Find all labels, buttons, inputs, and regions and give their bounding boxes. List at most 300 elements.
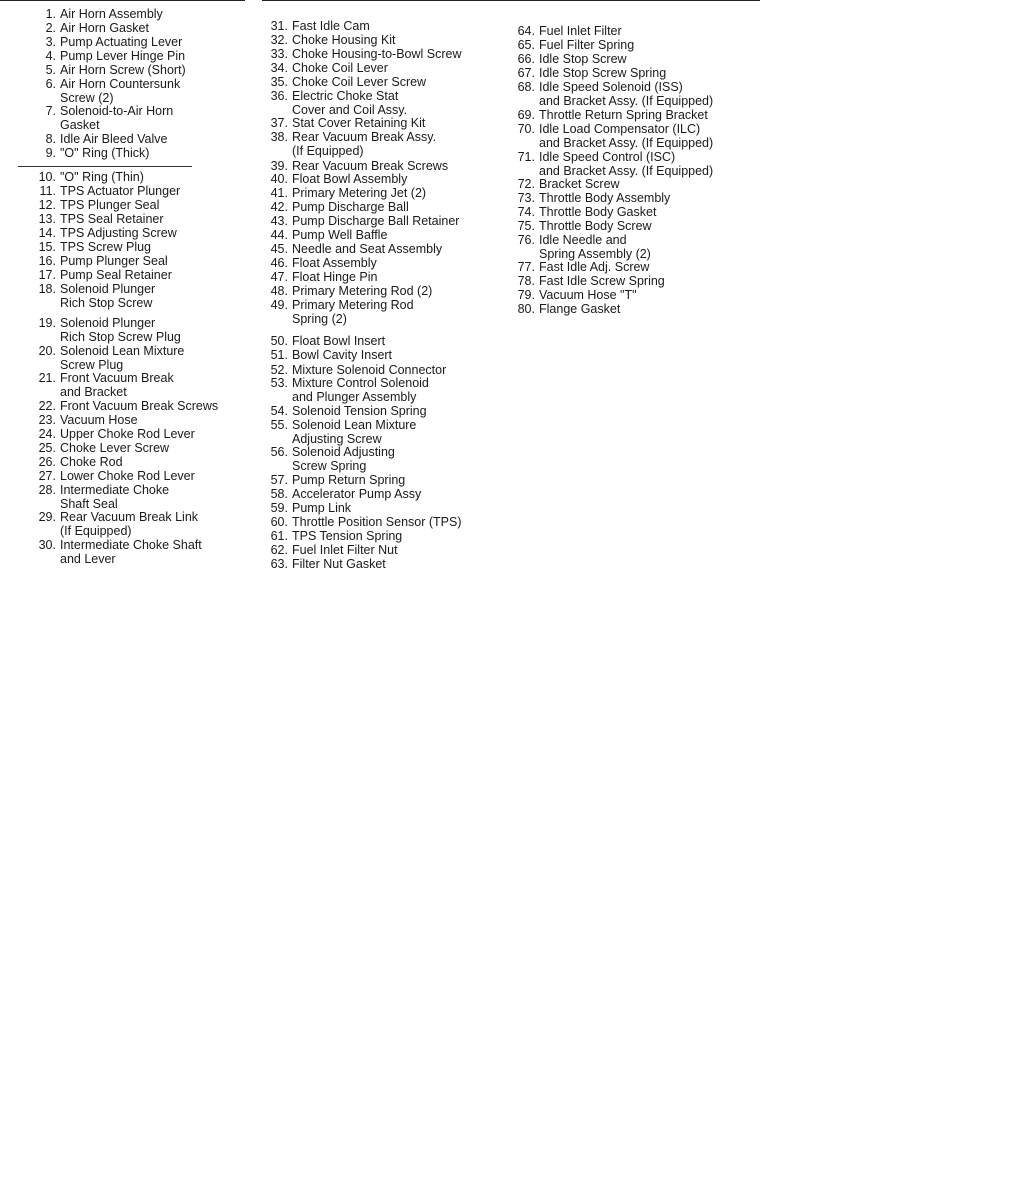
parts-list-item xyxy=(509,123,713,151)
part-description-line: Pump Link xyxy=(292,501,352,515)
part-number: 5. xyxy=(45,63,56,77)
part-number: 50. xyxy=(270,334,288,348)
part-description-line: Solenoid Plunger xyxy=(60,282,156,296)
part-number: 73. xyxy=(517,191,535,205)
parts-list-item xyxy=(22,372,174,400)
parts-list-item xyxy=(262,474,405,488)
part-description-line: Fuel Inlet Filter xyxy=(539,24,622,38)
parts-list-item xyxy=(22,64,186,78)
part-description-line: Throttle Body Gasket xyxy=(539,205,657,219)
part-number: 14. xyxy=(38,226,56,240)
part-description-line: Idle Air Bleed Valve xyxy=(60,132,168,146)
part-number: 22. xyxy=(38,399,56,413)
part-description-line: Pump Seal Retainer xyxy=(60,268,172,282)
part-description-line: Throttle Return Spring Bracket xyxy=(539,108,708,122)
part-description xyxy=(539,109,708,123)
part-description-line: Primary Metering Rod (2) xyxy=(292,284,433,298)
part-number: 40. xyxy=(270,172,288,186)
part-description xyxy=(292,257,377,271)
part-description xyxy=(292,20,370,34)
part-description-line: Solenoid-to-Air Horn xyxy=(60,104,174,118)
part-number: 41. xyxy=(270,186,288,200)
part-description-line: Primary Metering Jet (2) xyxy=(292,186,427,200)
part-description xyxy=(539,123,713,151)
part-number: 52. xyxy=(270,363,288,377)
part-description xyxy=(60,22,149,36)
part-description-line: Solenoid Lean Mixture xyxy=(292,418,417,432)
part-description xyxy=(60,539,202,567)
part-description xyxy=(60,185,180,199)
parts-list-item xyxy=(22,442,169,456)
part-description xyxy=(539,39,634,53)
part-description-line: Pump Discharge Ball Retainer xyxy=(292,214,460,228)
part-number: 65. xyxy=(517,38,535,52)
part-number: 18. xyxy=(38,282,56,296)
part-description xyxy=(292,243,442,257)
part-number: 49. xyxy=(270,298,288,312)
part-number: 70. xyxy=(517,122,535,136)
part-number: 4. xyxy=(45,49,56,63)
parts-list-item xyxy=(262,271,377,285)
parts-list-item xyxy=(22,133,167,147)
parts-list-item xyxy=(262,131,436,159)
part-description-line: Intermediate Choke Shaft xyxy=(60,538,202,552)
part-number: 51. xyxy=(270,348,288,362)
part-description-line: TPS Actuator Plunger xyxy=(60,184,181,198)
part-description xyxy=(292,474,405,488)
part-description-line: "O" Ring (Thin) xyxy=(60,170,144,184)
parts-list-item xyxy=(262,530,402,544)
part-number: 9. xyxy=(45,146,56,160)
part-description-line: Needle and Seat Assembly xyxy=(292,242,443,256)
parts-list-item xyxy=(509,25,622,39)
part-description xyxy=(539,289,637,303)
part-number: 47. xyxy=(270,270,288,284)
part-description-line: Rear Vacuum Break Screws xyxy=(292,159,449,173)
part-description xyxy=(60,255,168,269)
parts-list-item xyxy=(262,201,409,215)
parts-list-item xyxy=(262,377,429,405)
parts-list-item xyxy=(22,171,144,185)
part-number: 56. xyxy=(270,445,288,459)
part-description-line: (If Equipped) xyxy=(292,143,364,158)
part-description-line: Choke Housing Kit xyxy=(292,33,396,47)
part-description xyxy=(60,8,163,22)
part-number: 64. xyxy=(517,24,535,38)
part-description-line: TPS Tension Spring xyxy=(292,529,403,543)
parts-list-item xyxy=(262,173,407,187)
part-description xyxy=(60,317,181,345)
parts-list-item xyxy=(262,405,427,419)
part-description xyxy=(292,285,432,299)
part-description-line: Idle Needle and xyxy=(539,233,627,247)
part-description xyxy=(60,50,185,64)
part-description xyxy=(539,206,656,220)
part-number: 7. xyxy=(45,104,56,118)
parts-list-item xyxy=(262,187,426,201)
part-description xyxy=(60,36,182,50)
part-number: 20. xyxy=(38,344,56,358)
section-divider xyxy=(18,166,192,167)
parts-list-item xyxy=(262,215,459,229)
parts-list-item xyxy=(22,78,180,106)
part-description-line: Front Vacuum Break Screws xyxy=(60,399,219,413)
part-description-line: Rich Stop Screw xyxy=(60,295,153,310)
part-description-line: Flange Gasket xyxy=(539,302,621,316)
part-description xyxy=(60,269,172,283)
part-description xyxy=(60,428,195,442)
part-number: 71. xyxy=(517,150,535,164)
part-number: 13. xyxy=(38,212,56,226)
parts-list-item xyxy=(22,199,159,213)
part-description-line: Pump Plunger Seal xyxy=(60,254,168,268)
part-number: 31. xyxy=(270,19,288,33)
part-description xyxy=(292,62,388,76)
part-description-line: Stat Cover Retaining Kit xyxy=(292,116,426,130)
part-description-line: Vacuum Hose "T" xyxy=(539,288,637,302)
parts-list-item xyxy=(262,76,426,90)
part-description xyxy=(292,76,426,90)
part-description-line: Accelerator Pump Assy xyxy=(292,487,422,501)
parts-list-item xyxy=(509,234,651,262)
part-description-line: (If Equipped) xyxy=(60,523,132,538)
parts-list-item xyxy=(22,470,195,484)
part-description-line: Spring Assembly (2) xyxy=(539,246,651,261)
part-description-line: Screw (2) xyxy=(60,90,114,105)
part-number: 19. xyxy=(38,316,56,330)
part-number: 27. xyxy=(38,469,56,483)
part-description xyxy=(292,131,436,159)
parts-list-item xyxy=(22,345,184,373)
part-description xyxy=(539,178,620,192)
parts-list-item xyxy=(262,117,425,131)
part-number: 10. xyxy=(38,170,56,184)
part-description xyxy=(292,34,396,48)
part-description xyxy=(292,377,429,405)
part-number: 2. xyxy=(45,21,56,35)
parts-list-item xyxy=(22,227,177,241)
part-number: 32. xyxy=(270,33,288,47)
part-description xyxy=(539,220,652,234)
parts-list-item xyxy=(22,400,218,414)
parts-list-item xyxy=(509,275,665,289)
part-number: 28. xyxy=(38,483,56,497)
part-number: 45. xyxy=(270,242,288,256)
parts-list-item xyxy=(262,502,351,516)
part-description-line: Pump Actuating Lever xyxy=(60,35,183,49)
parts-list-item xyxy=(22,241,151,255)
parts-list-item xyxy=(509,67,666,81)
part-description xyxy=(292,488,421,502)
parts-list-item xyxy=(509,261,649,275)
parts-list-item xyxy=(22,185,180,199)
parts-list-item xyxy=(22,50,185,64)
part-number: 3. xyxy=(45,35,56,49)
part-description-line: Lower Choke Rod Lever xyxy=(60,469,195,483)
part-number: 55. xyxy=(270,418,288,432)
part-number: 43. xyxy=(270,214,288,228)
part-description xyxy=(292,271,377,285)
part-description-line: Air Horn Assembly xyxy=(60,7,163,21)
parts-list-item xyxy=(509,109,708,123)
parts-list-item xyxy=(22,147,149,161)
part-description-line: Fast Idle Adj. Screw xyxy=(539,260,650,274)
parts-list-item xyxy=(262,34,396,48)
part-description xyxy=(60,283,155,311)
part-description xyxy=(60,105,173,133)
part-description-line: TPS Screw Plug xyxy=(60,240,152,254)
part-number: 16. xyxy=(38,254,56,268)
part-description xyxy=(292,299,414,327)
parts-list-item xyxy=(262,349,392,363)
part-description xyxy=(60,372,174,400)
part-description xyxy=(292,349,392,363)
part-description-line: Rich Stop Screw Plug xyxy=(60,329,181,344)
part-description xyxy=(60,414,138,428)
part-description-line: Solenoid Plunger xyxy=(60,316,156,330)
part-number: 63. xyxy=(270,557,288,571)
part-description xyxy=(292,405,427,419)
part-description-line: Throttle Position Sensor (TPS) xyxy=(292,515,462,529)
part-description-line: and Plunger Assembly xyxy=(292,389,417,404)
part-number: 23. xyxy=(38,413,56,427)
part-number: 6. xyxy=(45,77,56,91)
part-number: 34. xyxy=(270,61,288,75)
parts-list-item xyxy=(22,36,182,50)
part-description xyxy=(292,516,462,530)
part-description-line: Solenoid Tension Spring xyxy=(292,404,427,418)
parts-list-item xyxy=(22,213,164,227)
part-description-line: Gasket xyxy=(60,117,100,132)
part-description-line: Choke Coil Lever Screw xyxy=(292,75,427,89)
part-number: 74. xyxy=(517,205,535,219)
part-description xyxy=(292,530,402,544)
part-description xyxy=(539,25,622,39)
part-number: 67. xyxy=(517,66,535,80)
part-description xyxy=(539,275,665,289)
part-description xyxy=(292,558,386,572)
part-description xyxy=(539,261,649,275)
part-description-line: and Bracket xyxy=(60,384,127,399)
part-description xyxy=(292,187,426,201)
part-description-line: Upper Choke Rod Lever xyxy=(60,427,195,441)
part-description xyxy=(292,117,425,131)
part-number: 62. xyxy=(270,543,288,557)
part-description-line: Screw Spring xyxy=(292,458,367,473)
part-description xyxy=(60,227,177,241)
part-description-line: Adjusting Screw xyxy=(292,431,382,446)
parts-list-item xyxy=(262,558,386,572)
parts-list-item xyxy=(262,544,398,558)
part-description xyxy=(539,81,713,109)
parts-list-item xyxy=(509,192,670,206)
part-number: 54. xyxy=(270,404,288,418)
part-description xyxy=(292,502,351,516)
part-description-line: Float Assembly xyxy=(292,256,377,270)
parts-list-item xyxy=(22,539,202,567)
part-number: 12. xyxy=(38,198,56,212)
part-description-line: Air Horn Gasket xyxy=(60,21,149,35)
part-number: 61. xyxy=(270,529,288,543)
parts-list-item xyxy=(509,303,620,317)
part-description-line: Idle Speed Solenoid (ISS) xyxy=(539,80,683,94)
part-description-line: TPS Adjusting Screw xyxy=(60,226,177,240)
part-description-line: Bowl Cavity Insert xyxy=(292,348,393,362)
part-description xyxy=(60,470,195,484)
part-description xyxy=(60,241,151,255)
part-number: 24. xyxy=(38,427,56,441)
parts-list-item xyxy=(262,48,462,62)
part-description-line: Air Horn Countersunk xyxy=(60,77,181,91)
parts-list-item xyxy=(22,317,181,345)
parts-list-item xyxy=(22,8,163,22)
part-description-line: Pump Discharge Ball xyxy=(292,200,409,214)
part-number: 15. xyxy=(38,240,56,254)
part-number: 17. xyxy=(38,268,56,282)
part-description-line: and Bracket Assy. (If Equipped) xyxy=(539,163,714,178)
part-description-line: Idle Stop Screw Spring xyxy=(539,66,667,80)
parts-list-item xyxy=(22,283,155,311)
part-description xyxy=(539,303,620,317)
part-description xyxy=(60,147,149,161)
part-number: 30. xyxy=(38,538,56,552)
parts-list-item xyxy=(262,335,385,349)
part-description xyxy=(60,64,186,78)
part-description xyxy=(539,67,666,81)
part-description-line: Electric Choke Stat xyxy=(292,89,399,103)
parts-list-item xyxy=(509,220,652,234)
parts-list-item xyxy=(22,456,123,470)
part-description xyxy=(60,484,169,512)
parts-list-item xyxy=(262,62,388,76)
part-description-line: Air Horn Screw (Short) xyxy=(60,63,186,77)
part-description-line: Mixture Solenoid Connector xyxy=(292,363,447,377)
part-number: 78. xyxy=(517,274,535,288)
parts-list-item xyxy=(22,428,195,442)
parts-list-item xyxy=(22,484,169,512)
part-number: 66. xyxy=(517,52,535,66)
parts-list-item xyxy=(262,299,414,327)
part-description xyxy=(60,511,198,539)
part-description-line: Cover and Coil Assy. xyxy=(292,102,408,117)
part-description-line: Front Vacuum Break xyxy=(60,371,174,385)
part-description xyxy=(292,335,385,349)
part-description xyxy=(292,544,398,558)
part-number: 72. xyxy=(517,177,535,191)
parts-list-item xyxy=(262,90,407,118)
part-description-line: Fuel Filter Spring xyxy=(539,38,635,52)
part-description xyxy=(60,199,159,213)
part-number: 37. xyxy=(270,116,288,130)
part-description xyxy=(292,446,395,474)
part-description-line: Fast Idle Screw Spring xyxy=(539,274,665,288)
part-description-line: Solenoid Lean Mixture xyxy=(60,344,185,358)
parts-list-item xyxy=(262,488,421,502)
part-description-line: TPS Plunger Seal xyxy=(60,198,160,212)
parts-list-item xyxy=(262,419,416,447)
part-number: 26. xyxy=(38,455,56,469)
part-number: 36. xyxy=(270,89,288,103)
part-description xyxy=(292,48,462,62)
part-number: 57. xyxy=(270,473,288,487)
part-description xyxy=(292,215,459,229)
part-description-line: Shaft Seal xyxy=(60,496,118,511)
part-description xyxy=(292,419,416,447)
part-description xyxy=(539,234,651,262)
part-description-line: Choke Lever Screw xyxy=(60,441,170,455)
parts-list-item xyxy=(262,257,377,271)
part-description-line: Float Bowl Assembly xyxy=(292,172,408,186)
parts-list-item xyxy=(509,178,620,192)
part-description xyxy=(539,192,670,206)
part-description xyxy=(539,151,713,179)
part-description-line: Throttle Body Assembly xyxy=(539,191,671,205)
part-description-line: Solenoid Adjusting xyxy=(292,445,395,459)
parts-list-item xyxy=(509,81,713,109)
part-number: 59. xyxy=(270,501,288,515)
part-description xyxy=(292,201,409,215)
part-description xyxy=(60,133,167,147)
part-description-line: TPS Seal Retainer xyxy=(60,212,164,226)
part-number: 69. xyxy=(517,108,535,122)
part-description-line: Primary Metering Rod xyxy=(292,298,414,312)
parts-list-item xyxy=(22,105,173,133)
parts-list-item xyxy=(509,206,656,220)
part-description xyxy=(292,90,407,118)
part-number: 44. xyxy=(270,228,288,242)
part-description-line: Choke Rod xyxy=(60,455,123,469)
part-description-line: Idle Stop Screw xyxy=(539,52,627,66)
part-number: 39. xyxy=(270,159,288,173)
part-number: 33. xyxy=(270,47,288,61)
part-description-line: and Lever xyxy=(60,551,116,566)
part-number: 75. xyxy=(517,219,535,233)
part-number: 68. xyxy=(517,80,535,94)
part-description-line: Rear Vacuum Break Link xyxy=(60,510,199,524)
parts-list-item xyxy=(509,151,713,179)
part-description-line: and Bracket Assy. (If Equipped) xyxy=(539,135,714,150)
part-description-line: Pump Well Baffle xyxy=(292,228,388,242)
part-description-line: Idle Load Compensator (ILC) xyxy=(539,122,701,136)
part-description-line: "O" Ring (Thick) xyxy=(60,146,150,160)
parts-list-item xyxy=(262,243,442,257)
part-number: 11. xyxy=(39,184,56,198)
part-description xyxy=(539,53,627,67)
part-description xyxy=(60,78,180,106)
parts-list-item xyxy=(22,414,138,428)
part-description-line: Fuel Inlet Filter Nut xyxy=(292,543,398,557)
part-description-line: Mixture Control Solenoid xyxy=(292,376,429,390)
part-description-line: Float Hinge Pin xyxy=(292,270,378,284)
part-number: 8. xyxy=(45,132,56,146)
parts-list-item xyxy=(22,22,149,36)
parts-list-item xyxy=(509,53,627,67)
parts-list-item xyxy=(22,511,198,539)
top-divider-left xyxy=(0,0,245,1)
part-number: 80. xyxy=(517,302,535,316)
part-number: 58. xyxy=(270,487,288,501)
part-description-line: Idle Speed Control (ISC) xyxy=(539,150,676,164)
parts-list-item xyxy=(262,285,432,299)
part-description xyxy=(60,171,144,185)
part-number: 35. xyxy=(270,75,288,89)
part-description-line: and Bracket Assy. (If Equipped) xyxy=(539,93,714,108)
part-number: 79. xyxy=(517,288,535,302)
part-description-line: Pump Lever Hinge Pin xyxy=(60,49,186,63)
part-description xyxy=(60,345,184,373)
part-description-line: Bracket Screw xyxy=(539,177,620,191)
part-description xyxy=(292,229,387,243)
